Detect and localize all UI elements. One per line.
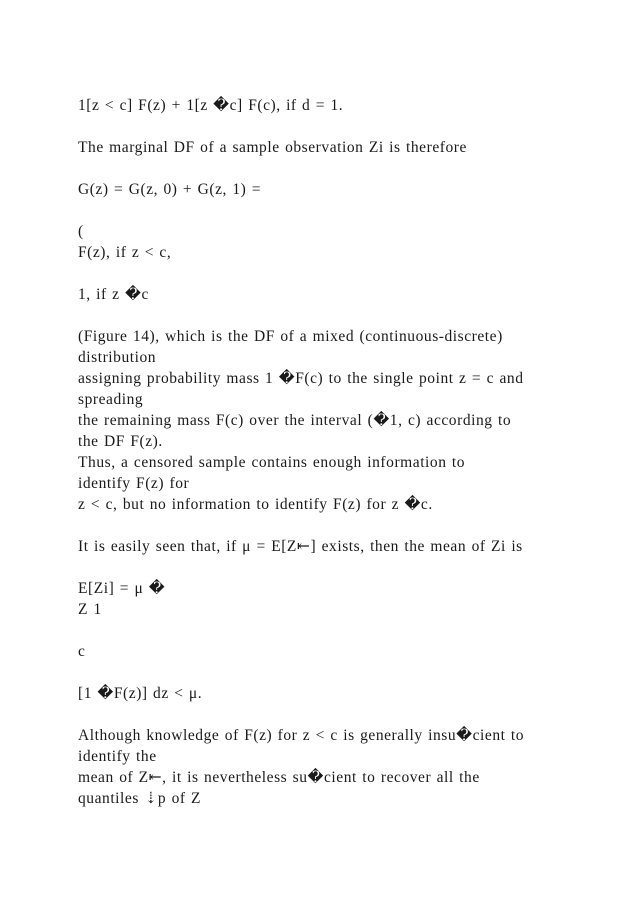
blank-line [78, 704, 578, 725]
blank-line [78, 305, 578, 326]
blank-line [78, 200, 578, 221]
text-line: 1[z < c] F(z) + 1[z �c] F(c), if d = 1. [78, 97, 344, 114]
text-line: (Figure 14), which is the DF of a mixed (continuous-discrete) [78, 328, 503, 345]
text-line: the remaining mass F(c) over the interval (�1, c) according to [78, 412, 512, 429]
text-line: 1, if z �c [78, 286, 149, 303]
text-line: It is easily seen that, if μ = E[Z⇤] exists, then the mean of Zi is [78, 538, 523, 555]
blank-line [78, 158, 578, 179]
blank-line [78, 263, 578, 284]
blank-line [78, 662, 578, 683]
text-line: z < c, but no information to identify F(z) for z �c. [78, 496, 433, 513]
text-line: spreading [78, 391, 144, 408]
text-line: identify the [78, 748, 157, 765]
blank-line [78, 515, 578, 536]
text-line: G(z) = G(z, 0) + G(z, 1) = [78, 181, 262, 198]
text-line: c [78, 643, 86, 660]
text-line: E[Zi] = μ � [78, 580, 166, 597]
blank-line [78, 620, 578, 641]
text-line: mean of Z⇤, it is nevertheless su�cient to recover all the [78, 769, 480, 786]
text-line: [1 �F(z)] dz < μ. [78, 685, 203, 702]
text-line: identify F(z) for [78, 475, 190, 492]
blank-line [78, 116, 578, 137]
text-line: The marginal DF of a sample observation Zi is therefore [78, 139, 467, 156]
text-line: Z 1 [78, 601, 102, 618]
text-line: F(z), if z < c, [78, 244, 172, 261]
text-line: distribution [78, 349, 157, 366]
text-line: the DF F(z). [78, 433, 163, 450]
text-line: assigning probability mass 1 �F(c) to the single point z = c and [78, 370, 524, 387]
blank-line [78, 557, 578, 578]
text-line: Although knowledge of F(z) for z < c is generally insu�cient to [78, 727, 525, 744]
document-text [78, 95, 578, 809]
text-line: ( [78, 223, 84, 240]
text-line: quantiles ⇣p of Z [78, 790, 202, 807]
text-line: Thus, a censored sample contains enough information to [78, 454, 466, 471]
